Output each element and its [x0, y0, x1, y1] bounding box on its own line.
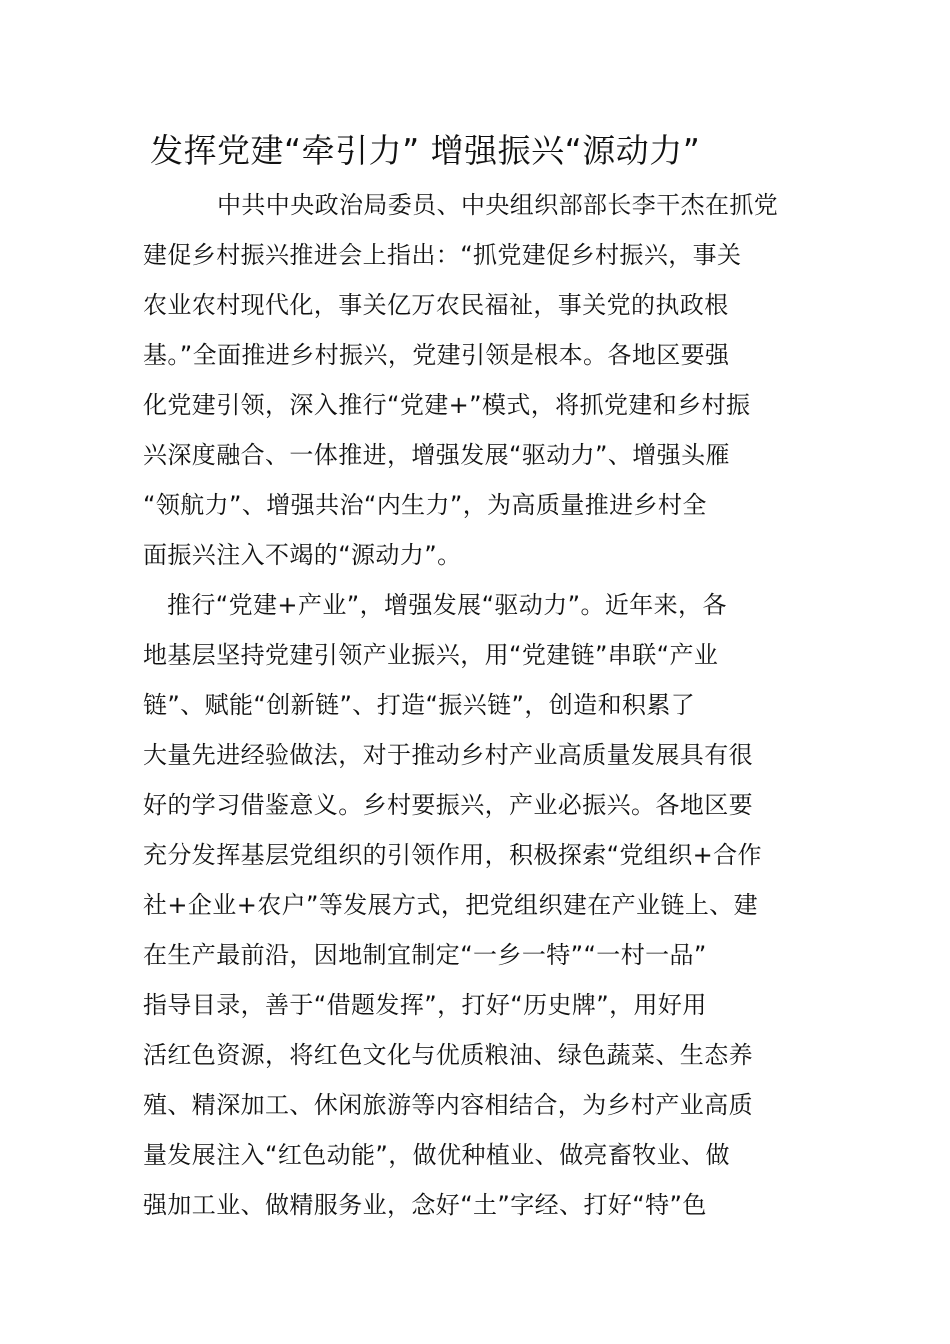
text-line: 好的学习借鉴意义。乡村要振兴，产业必振兴。各地区要	[143, 791, 753, 819]
text-line: 活红色资源，将红色文化与优质粮油、绿色蔬菜、生态养	[143, 1041, 753, 1069]
text-line: 兴深度融合、一体推进，增强发展“驱动力”、增强头雁	[143, 441, 730, 469]
text-line: 大量先进经验做法，对于推动乡村产业高质量发展具有很	[143, 741, 753, 769]
text-line: 基。”全面推进乡村振兴，党建引领是根本。各地区要强	[143, 341, 730, 369]
text-line: 建促乡村振兴推进会上指出：“抓党建促乡村振兴，事关	[143, 241, 742, 269]
text-line: 化党建引领，深入推行“党建+”模式，将抓党建和乡村振	[143, 391, 751, 419]
article-body	[143, 180, 808, 1230]
text-line: 地基层坚持党建引领产业振兴，用“党建链”串联“产业	[143, 641, 719, 669]
text-line: 指导目录，善于“借题发挥”，打好“历史牌”，用好用	[143, 991, 707, 1019]
text-line: 链”、赋能“创新链”、打造“振兴链”，创造和积累了	[143, 691, 696, 719]
text-line: 量发展注入“红色动能”，做优种植业、做亮畜牧业、做	[143, 1141, 730, 1169]
text-line: 推行“党建+产业”，增强发展“驱动力”。近年来，各	[167, 591, 727, 619]
text-line: 在生产最前沿，因地制宜制定“一乡一特”“一村一品”	[143, 941, 707, 969]
text-line: 面振兴注入不竭的“源动力”。	[143, 541, 462, 569]
text-line: 强加工业、做精服务业，念好“土”字经、打好“特”色	[143, 1191, 707, 1219]
text-line: 农业农村现代化，事关亿万农民福祉，事关党的执政根	[143, 291, 729, 319]
text-line: 中共中央政治局委员、中央组织部部长李干杰在抓党	[217, 191, 779, 219]
text-line: 充分发挥基层党组织的引领作用，积极探索“党组织+合作	[143, 841, 762, 869]
text-line: 殖、精深加工、休闲旅游等内容相结合，为乡村产业高质	[143, 1091, 753, 1119]
text-line: “领航力”、增强共治“内生力”，为高质量推进乡村全	[143, 491, 707, 519]
page-title: 发挥党建“牵引力” 增强振兴“源动力”	[150, 131, 701, 170]
text-line: 社+企业+农户”等发展方式，把党组织建在产业链上、建	[143, 891, 759, 919]
